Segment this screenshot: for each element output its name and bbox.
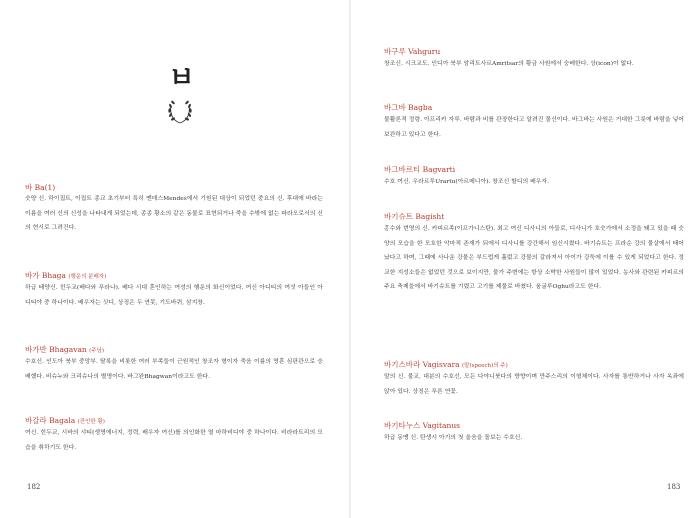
chapter-letter: ㅂ <box>168 61 196 94</box>
entry-body: 수호 여신. 우라르투Urartu(아르메니아). 창조신 할디의 배우자. <box>384 179 550 185</box>
entry-title: 바그바르티 Bagvarti <box>384 165 456 174</box>
entry-title: 바그바 Bagba <box>384 103 433 112</box>
entry-body: 물활론적 정령. 아프리카 자루. 바람과 비를 관장한다고 알려진 물신이다. 바그바는 사원은 거대한 그릇에 바람을 넣어 보관하고 있다고 한다. <box>384 117 684 138</box>
entry-title: 바가 Bhaga (행운의 분배자) <box>25 271 107 280</box>
entry-title: 바갈라 Bagala (잔인한 황) <box>25 416 105 425</box>
entry-body: 창조신. 시크교도. 인디아 북부 암리트사르Amritsar의 황금 사원에서 숭배한다. 상(icon)이 없다. <box>384 61 634 67</box>
laurel-wreath-icon <box>165 97 195 127</box>
entry-title: 바기타누스 Vagitanus <box>384 421 461 430</box>
entry-body: 홍수와 번영의 신. 카피르족(이프가니스탄). 최고 여신 디사니의 아들로, 디사니가 호숫가에서 소정을 돼고 있을 때 숫양의 모습을 한 모호한 악마적 존재가 되에서 디사니를 강간해서 임신시켰다. 바기슈트는 프라순 강의 물살에서 태어났다고 하며, 그때에 사나운 강물은 부드럽게 흘렀고 강물의 갈라져서 아이가 강둑에 이를 수 있게 되었다고 한다. 정교한 지성소들은 없었던 것으로 보이지만, 물가 주변에는 항상 소박한 사원들이 많이 있었다. 농사와 관련된 카피르의 주요 축제들에서 바기슈트를 기렸고 고기를 제물로 바쳤다. 움굴루Oghu라고도 한다. <box>384 226 684 291</box>
page-number: 182 <box>27 483 41 491</box>
entry-title: 바가반 Bhagavan (주님) <box>25 345 105 354</box>
entry-title: 바 Ba(1) <box>25 183 56 192</box>
entry-body: 하급 태양신. 힌두교(베다와 푸라나). 베다 시대 혼인하는 여성의 행운의 화신이었다. 여신 아디티의 여섯 아들인 아디티야 중 하나이다. 배우자는 싯디, 상징은 두 연못, 기도바퀴, 삼지창. <box>25 285 323 306</box>
entry-body: 말의 신. 불교, 대분의 수호신, 모든 다야니붓다의 방향이며 만주스리의 이형체이다. 사자를 통반하거나 사자 옥좌에 앉아 있다. 상징은 푸른 연꽃. <box>384 374 684 395</box>
entry-title: 바구루 Vahguru <box>384 47 441 56</box>
right-page <box>350 0 700 518</box>
entry-title: 바기슈트 Bagisht <box>384 212 445 221</box>
entry-body: 하급 동맹 신. 탄생시 아기의 첫 울음을 돌보는 수호신. <box>384 435 523 441</box>
page-number: 183 <box>667 483 681 491</box>
entry-body: 여신. 힌두교, 시바의 샤티(생명에너지, 정력, 배우자 여신)를 의인화한 열 마하비디야 중 하나이다. 비라라트리의 모습을 취하기도 한다. <box>25 430 323 451</box>
entry-body: 숫양 신. 하이집트, 이집트 종교 초기부터 특히 멘데스Mendes에서 기원된 대상이 되었던 중요의 신. 후대에 바라는 이름을 여러 신의 신성을 나타내게 되었는데, 종종 황소의 같은 동물로 표현되거나 죽을 수밖에 없는 파라오로서의 신의 현시로 그려진다. <box>25 196 323 232</box>
entry-title: 바기스바라 Vagisvara (말(speech)의 주) <box>384 360 508 369</box>
entry-body: 수호신. 인도아 북부 중앙부. 탈록을 비롯한 여러 부족들이 근원적인 창조자 형이자 죽음 이름의 영혼 심판관으로 숭배했다. 비슈누와 크리슈나의 별명이다. 바그완Bhagwan이라고도 한다. <box>25 359 323 380</box>
